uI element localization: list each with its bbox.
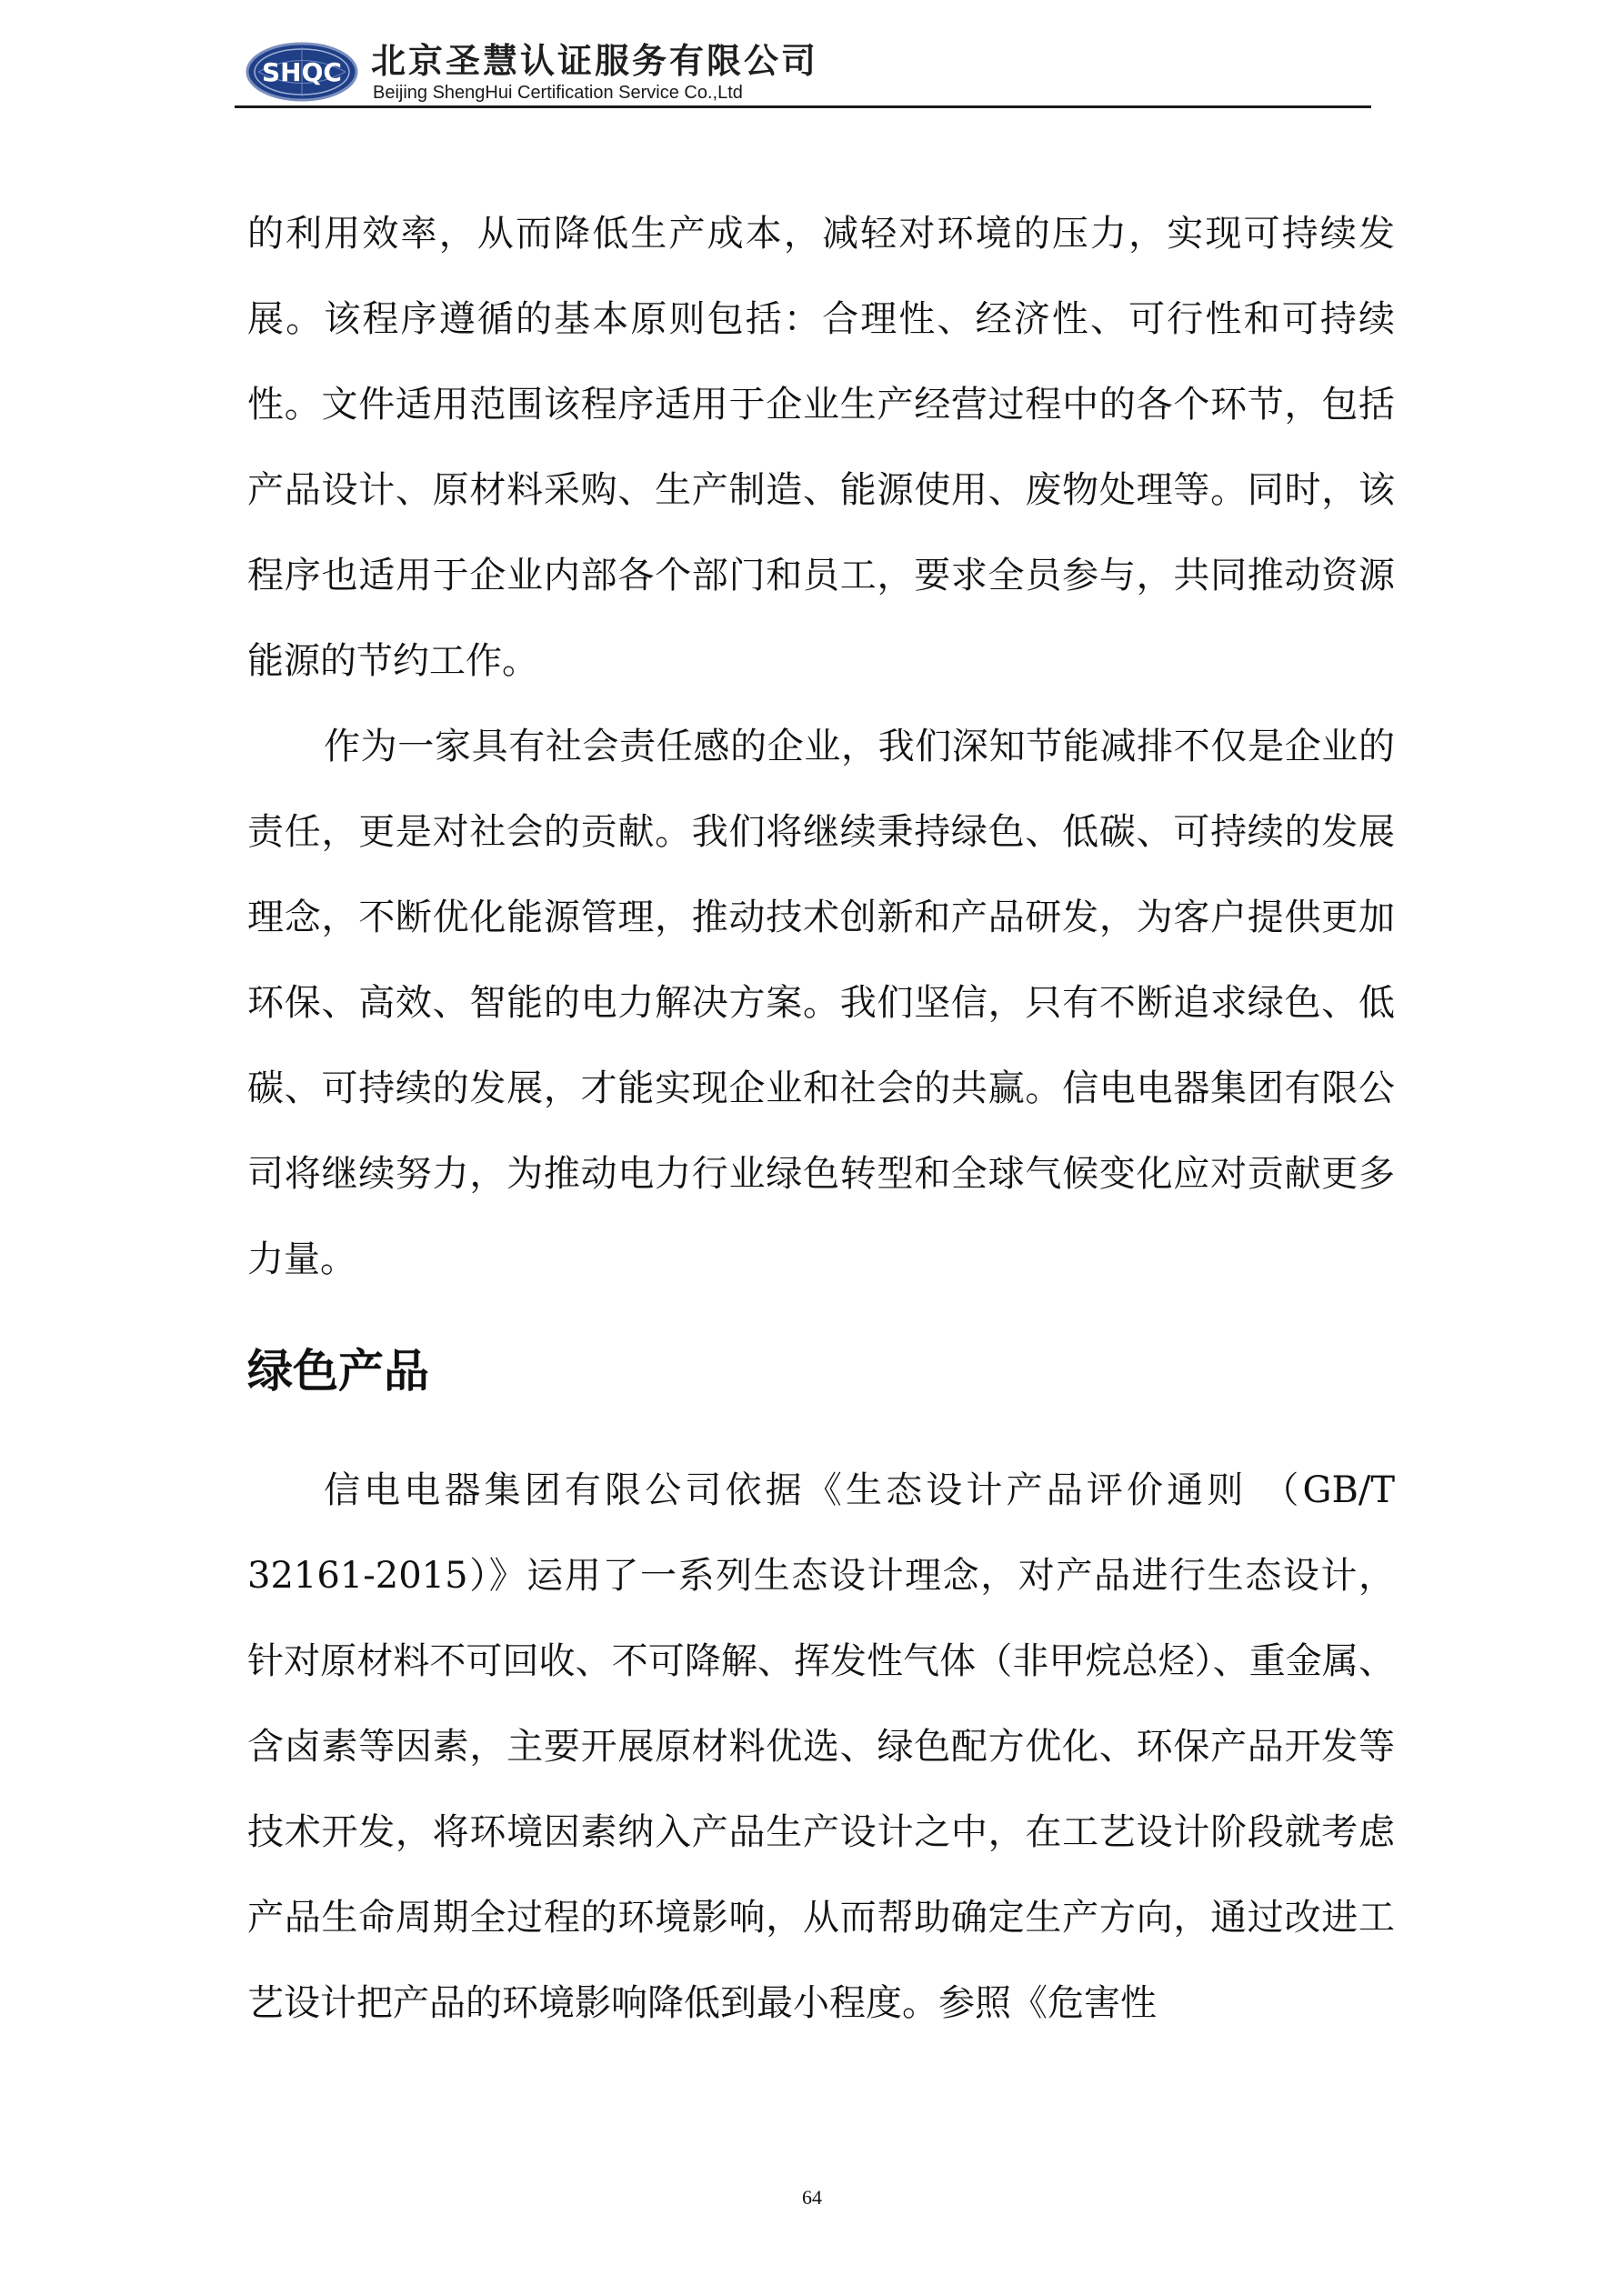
body-paragraph: 的利用效率，从而降低生产成本，减轻对环境的压力，实现可持续发展。该程序遵循的基本原则包括：合理性、经济性、可行性和可持续性。文件适用范围该程序适用于企业生产经营过程中的各个环节，包括产品设计、原材料采购、生产制造、能源使用、废物处理等。同时，该程序也适用于企业内部各个部门和员工，要求全员参与，共同推动资源能源的节约工作。 — [247, 213, 1395, 682]
logo-lettering: SHQC — [262, 57, 342, 87]
document-body — [247, 191, 1395, 2046]
company-name-cn: 北京圣慧认证服务有限公司 — [371, 41, 819, 81]
shqc-logo-icon — [246, 42, 358, 102]
header-divider — [235, 105, 1371, 108]
section-paragraph: 信电电器集团有限公司依据《生态设计产品评价通则 （GB/T 32161-2015）》运用了一系列生态设计理念，对产品进行生态设计，针对原材料不可回收、不可降解、挥发性气体（非甲烷总烃）、重金属、含卤素等因素，主要开展原材料优选、绿色配方优化、环保产品开发等技术开发，将环境因素纳入产品生产设计之中，在工艺设计阶段就考虑产品生命周期全过程的环境影响，从而帮助确定生产方向，通过改进工艺设计把产品的环境影响降低到最小程度。参照《危害性 — [247, 1469, 1395, 2024]
section-heading: 绿色产品 — [247, 1345, 429, 1398]
page-header — [235, 38, 1371, 109]
page-number: 64 — [802, 2186, 822, 2209]
body-paragraph: 作为一家具有社会责任感的企业，我们深知节能减排不仅是企业的责任，更是对社会的贡献。我们将继续秉持绿色、低碳、可持续的发展理念，不断优化能源管理，推动技术创新和产品研发，为客户提供更加环保、高效、智能的电力解决方案。我们坚信，只有不断追求绿色、低碳、可持续的发展，才能实现企业和社会的共赢。信电电器集团有限公司将继续努力，为推动电力行业绿色转型和全球气候变化应对贡献更多力量。 — [247, 726, 1395, 1280]
company-name-en: Beijing ShengHui Certification Service Co.,Ltd — [373, 83, 743, 103]
